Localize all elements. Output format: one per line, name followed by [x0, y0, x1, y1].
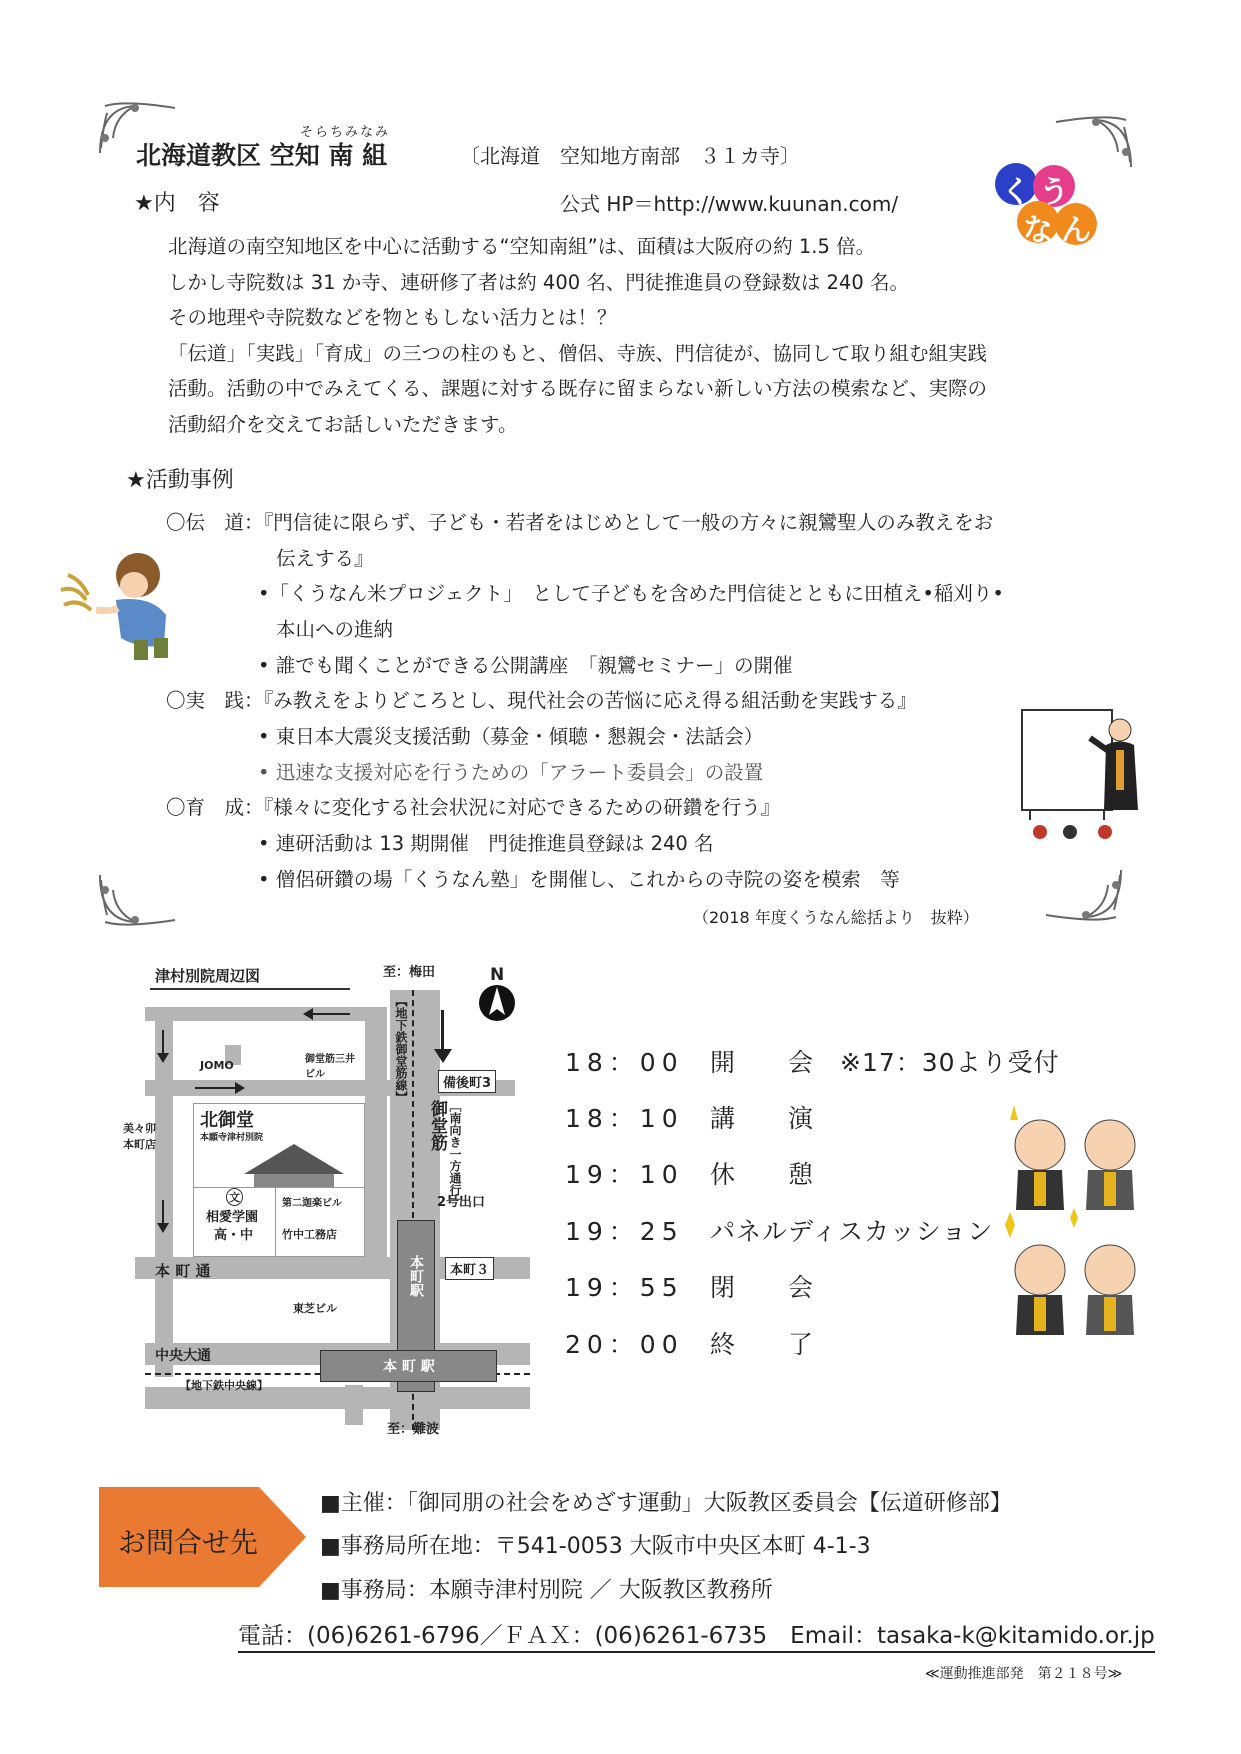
phone-email-line[interactable]: 電話：(06)6261-6796／ＦＡＸ：(06)6261-6735 Email：tasaka-k@kitamido.or.jp: [238, 1617, 1155, 1653]
schedule-event: 講 演: [710, 1104, 815, 1133]
schedule-event: 終 了: [710, 1330, 815, 1359]
map-to-namba: 至：難波: [387, 1422, 440, 1437]
office-line: ■事務局：本願寺津村別院 ／ 大阪教区教務所: [320, 1578, 773, 1603]
map-to-umeda: 至：梅田: [383, 965, 436, 980]
child-rice-illustration: [56, 540, 186, 665]
schedule-row: [565, 1268, 814, 1304]
logo-text-top: くう: [1001, 175, 1077, 210]
ornament-bottom-left: [95, 870, 181, 930]
example-line: 本山への進納: [276, 618, 394, 641]
intro-line: 北海道の南空知地区を中心に活動する“空知南組”は、面積は大阪府の約 1.5 倍。: [168, 235, 876, 258]
schedule-row: [565, 1212, 993, 1248]
map-chuo-line: 【地下鉄中央線】: [180, 1379, 268, 1392]
source-note: （2018 年度くうなん総括より 抜粋）: [693, 908, 979, 927]
schedule-time: 19：55: [565, 1273, 684, 1302]
example-line: • 僧侶研鑽の場「くうなん塾」を開催し、これからの寺院の姿を模索 等: [258, 868, 900, 891]
map-honmachi-dori: 本 町 通: [155, 1262, 211, 1280]
schedule-event: 開 会 ※17：30より受付: [710, 1048, 1060, 1077]
intro-line: その地理や寺院数などを物ともしない活力とは！？: [168, 306, 617, 329]
address-line: ■事務局所在地：〒541-0053 大阪市中央区本町 4-1-3: [320, 1534, 871, 1559]
logo-text-bottom: なん: [1023, 213, 1099, 248]
map-kitamido-sub: 本願寺津村別院: [200, 1133, 264, 1143]
contact-label: お問合せ先: [118, 1526, 259, 1559]
example-line: 〇育 成：『様々に変化する社会状況に対応できるための研鑽を行う』: [166, 796, 781, 819]
office-block: [275, 1187, 365, 1257]
map-chuo-odori: 中央大通: [155, 1348, 211, 1364]
organizer-line: ■主催：「御同朋の社会をめざす運動」大阪教区委員会【伝道研修部】: [320, 1491, 1012, 1516]
north-arrow-icon: [477, 983, 517, 1023]
example-line: 〇実 践：『み教えをよりどころとし、現代社会の苦悩に応え得る組活動を実践する』: [166, 689, 917, 712]
map-subway-midosuji: 【地下鉄御堂筋線】: [394, 995, 408, 1103]
ornament-bottom-right: [1040, 865, 1126, 925]
schedule-time: 18：00: [565, 1048, 684, 1077]
kuunan-logo: [995, 163, 1110, 248]
map-bingomachi: 備後町3: [438, 1070, 496, 1093]
example-line: 〇伝 道：『門信徒に限らず、子ども・若者をはじめとして一般の方々に親鸞聖人のみ教えをお: [166, 511, 994, 534]
schedule-row: [565, 1155, 814, 1191]
schedule-time: 19：10: [565, 1160, 684, 1189]
map-north-label: N: [490, 965, 505, 985]
examples-heading: ★活動事例: [126, 468, 234, 493]
map-honmachi-eki-h: 本 町 駅: [383, 1359, 435, 1375]
schedule-event: パネルディスカッション: [710, 1217, 994, 1246]
schedule-time: 19：25: [565, 1217, 684, 1246]
title-ruby: そらちみなみ: [300, 125, 391, 140]
map-jomo: JOMO: [200, 1059, 234, 1072]
example-line: • 連研活動は 13 期開催 門徒推進員登録は 240 名: [258, 832, 714, 855]
example-line: 伝えする』: [276, 547, 374, 570]
intro-line: 活動。活動の中でみえてくる、課題に対する既存に留まらない新しい方法の模索など、実際の: [168, 377, 988, 400]
homepage-url[interactable]: 公式 HP＝http://www.kuunan.com/: [560, 192, 899, 216]
schedule-event: 休 憩: [710, 1160, 815, 1189]
intro-paragraph: [168, 229, 987, 442]
content-heading: ★内 容: [134, 191, 220, 216]
intro-line: しかし寺院数は 31 か寺、連研修了者は約 400 名、門徒推進員の登録数は 240 名。: [168, 270, 909, 294]
example-line: • 誰でも聞くことができる公開講座 「親鸞セミナー」の開催: [258, 654, 793, 677]
map-title: 津村別院周辺図: [155, 967, 261, 985]
map-toshiba: 東芝ビル: [293, 1302, 337, 1315]
map-one-way: ［南向き一方通行］: [448, 1100, 462, 1208]
monks-illustration: [1000, 1100, 1150, 1360]
map-school-mark: 文: [226, 1188, 243, 1206]
map-school-sub: 高・中: [214, 1228, 254, 1243]
map-honmachi-eki-v: 本町駅: [408, 1255, 424, 1297]
map-school: 相愛学園: [206, 1210, 259, 1225]
map-takenaka: 竹中工務店: [282, 1228, 337, 1241]
page-subtitle: 〔北海道 空知地方南部 ３１カ寺〕: [460, 144, 800, 168]
document-number: ≪運動推進部発 第２１８号≫: [925, 1666, 1123, 1682]
intro-line: 「伝道」「実践」「育成」の三つの柱のもと、僧侶、寺族、門信徒が、協同して取り組む組実践: [168, 341, 988, 365]
example-line: • 東日本大震災支援活動（募金・傾聴・懇親会・法話会）: [258, 725, 764, 748]
school-block: [193, 1187, 277, 1257]
schedule-time: 18：10: [565, 1104, 684, 1133]
teacher-illustration: [1020, 700, 1145, 840]
map-mitsui: 御堂筋三井ビル: [305, 1054, 355, 1080]
map-minori: 美々卯本町店: [123, 1122, 156, 1151]
map-exit2: 2号出口: [437, 1195, 486, 1210]
map-daini: 第二迦楽ビル: [282, 1198, 342, 1209]
schedule-event: 閉 会: [710, 1273, 815, 1302]
schedule-row: [565, 1099, 814, 1135]
area-map: [123, 965, 535, 1437]
page-title: 北海道教区 空知 南 組: [136, 141, 388, 170]
intro-line: 活動紹介を交えてお話しいただきます。: [168, 412, 518, 436]
map-midosuji: 御堂筋: [427, 1100, 447, 1151]
example-line: • 迅速な支援対応を行うための「アラート委員会」の設置: [258, 761, 764, 784]
example-line: •「くうなん米プロジェクト」 として子どもを含めた門信徒とともに田植え•稲刈り•: [258, 582, 1004, 605]
map-kitamido: 北御堂: [200, 1110, 254, 1131]
schedule-row: [565, 1043, 1060, 1079]
schedule-row: [565, 1325, 814, 1361]
schedule-time: 20：00: [565, 1330, 684, 1359]
map-honmachi3: 本町３: [445, 1257, 494, 1280]
